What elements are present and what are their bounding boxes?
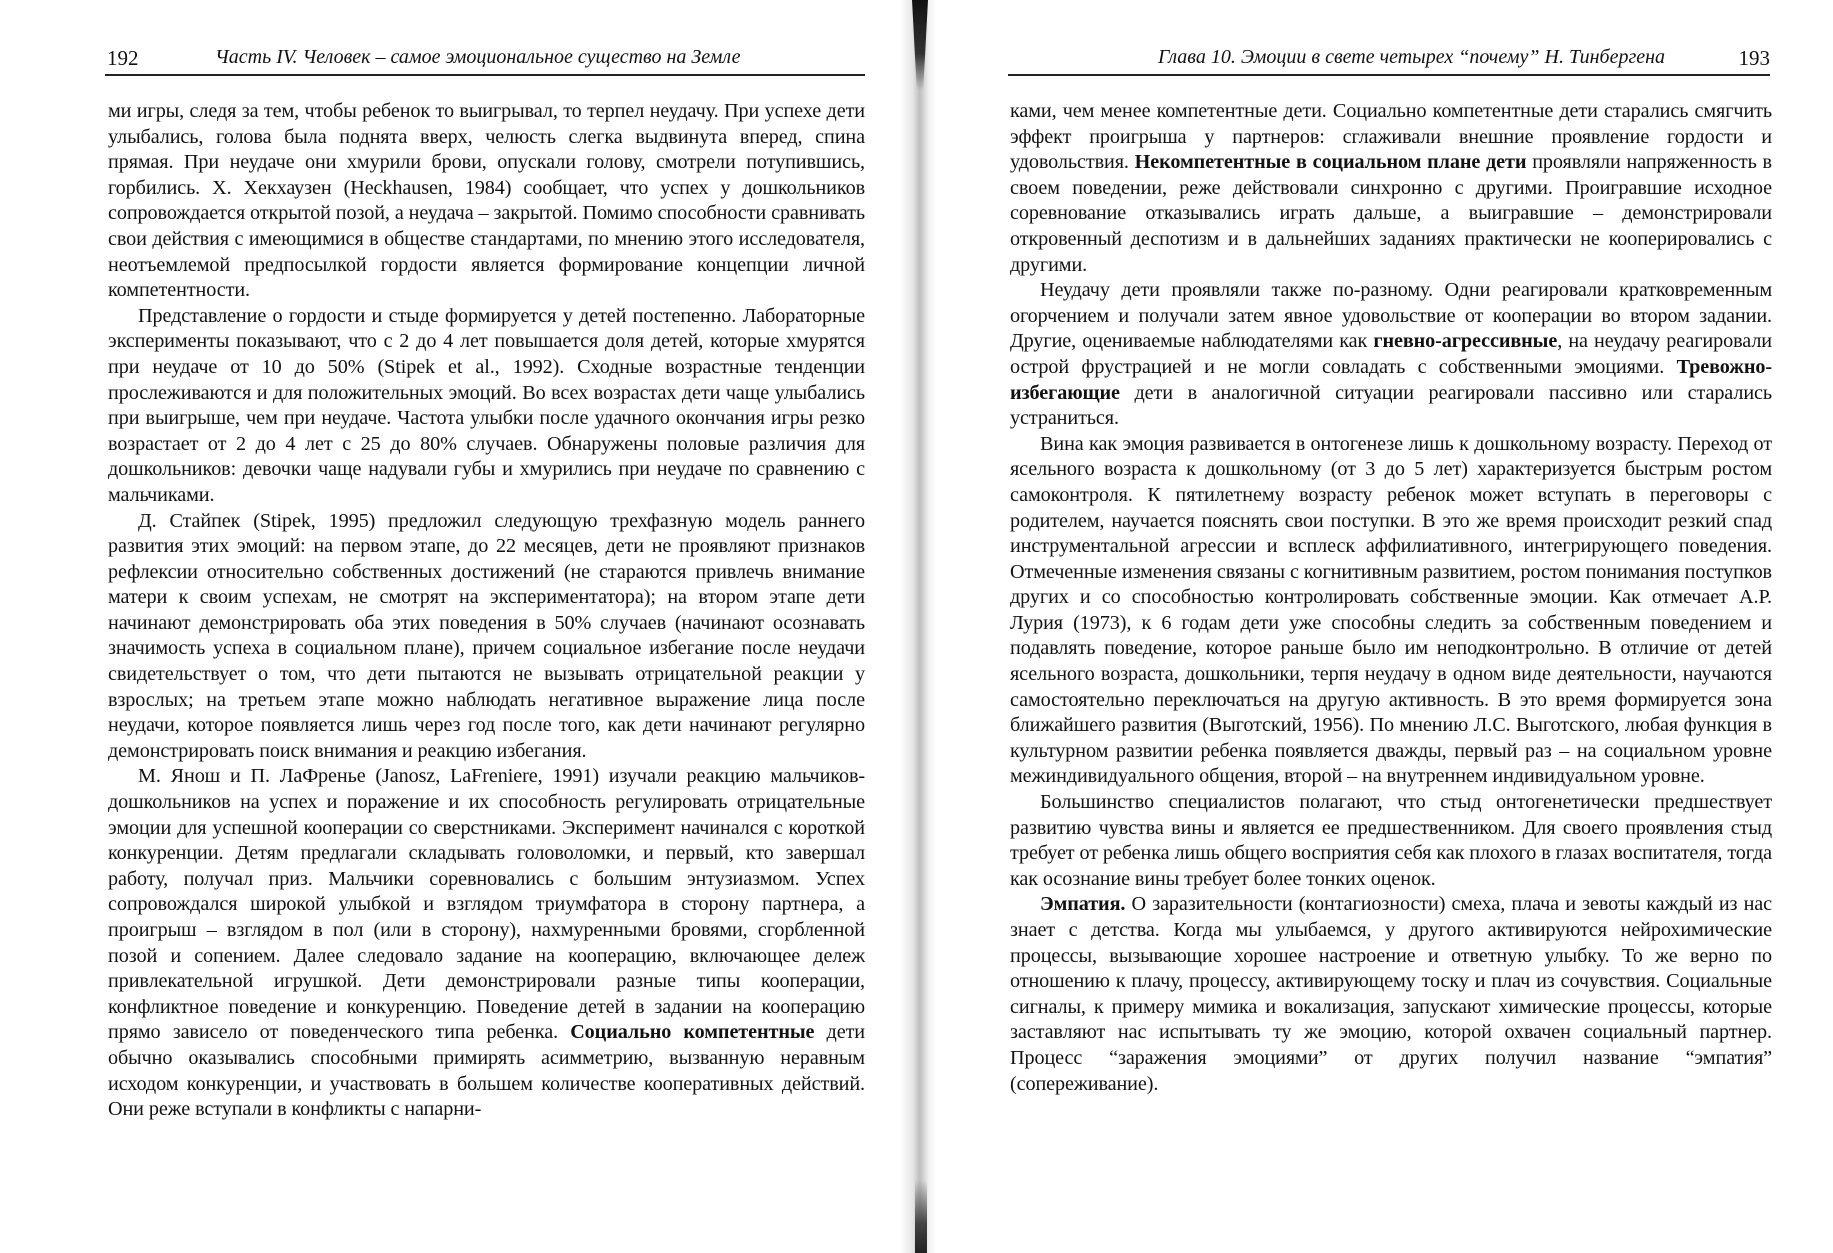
bold-term: Социально компетентные	[570, 1021, 815, 1044]
bold-term: гневно-агрессивные	[1373, 330, 1558, 353]
gutter-shadow-bottom	[915, 1180, 927, 1253]
paragraph	[1010, 99, 1772, 278]
paragraph-text: дети в аналогичной ситуации реагировали пассивно или старались устраниться.	[1010, 381, 1772, 430]
body-text-right	[1010, 99, 1772, 1097]
running-head-left	[105, 40, 865, 76]
running-head-right	[1008, 40, 1770, 76]
paragraph: Представление о гордости и стыде формируется у детей постепенно. Лабораторные эксперименты показывают, что с 2 до 4 лет повышается доля детей, которые хмурятся при неудаче от 10 до 50% (Stipek et al., 1992). Сходные возрастные тенденции прослеживаются и для положительных эмоций. Во всех возрастах дети чаще улыбались при выигрыше, чем при неудаче. Частота улыбки после удачного окончания игры резко возрастает от 2 до 4 лет с 25 до 80% случаев. Обнаружены половые различия для дошкольников: девочки чаще надували губы и хмурились при неудаче по сравнению с мальчиками.	[108, 304, 865, 506]
paragraph: ми игры, следя за тем, чтобы ребенок то выигрывал, то терпел неудачу. При успехе дети улыбались, голова была поднята вверх, челюсть слегка выдвинута вперед, спина прямая. При неудаче они хмурили брови, опускали голову, смотрели потупившись, горбились. Х. Хекхаузен (Heckhausen, 1984) сообщает, что успех у дошкольников сопровождается открытой позой, а неудача – закрытой. Помимо способности сравнивать свои действия с имеющимися в обществе стандартами, по мнению этого исследователя, неотъемлемой предпосылкой гордости является формирование концепции личной компетентности.	[108, 100, 865, 302]
paragraph-text: О заразительности (контагиозности) смеха, плача и зевоты каждый из нас знает с детства. Когда мы улыбаемся, у другого активируются нейрохимические процессы, вызывающие хорошее настроение и ответную улыбку. То же верно по отношению к плачу, процессу, активирующему тоску и плач из сочувствия. Социальные сигналы, к примеру мимика и вокализация, запускают химические процессы, которые заставляют нас испытывать ту же эмоцию, которой охвачен социальный партнер. Процесс “заражения эмоциями” от других получил название “эмпатия” (сопереживание).	[1010, 893, 1772, 1095]
running-head-title-right: Глава 10. Эмоции в свете четырех “почему” Н. Тинбергена	[1158, 46, 1666, 68]
body-text-left	[108, 99, 865, 1123]
running-head-title-left: Часть IV. Человек – самое эмоциональное существо на Земле	[215, 46, 741, 68]
paragraph: Вина как эмоция развивается в онтогенезе лишь к дошкольному возрасту. Переход от ясельного возраста к дошкольному (от 3 до 5 лет) характеризуется быстрым ростом самоконтроля. К пятилетнему возрасту ребенок может вступать в переговоры с родителем, научается пояснять свои поступки. В это же время происходит резкий спад инструментальной агрессии и всплеск аффилиативного, интегрирующего поведения. Отмеченные изменения связаны с когнитивным развитием, ростом понимания поступков других и со способностью контролировать собственные эмоции. Как отмечает А.Р. Лурия (1973), к 6 годам дети уже способны следить за собственным поведением и подавлять поведение, которое раньше было им неподконтрольно. В отличие от детей ясельного возраста, дошкольники, терпя неудачу в одном виде деятельности, научаются самостоятельно переключаться на другую активность. В это время формируется зона ближайшего развития (Выготский, 1956). По мнению Л.С. Выготского, любая функция в культурном развитии ребенка появляется дважды, первый раз – на социальном уровне межиндивидуального общения, второй – на внутреннем индивидуальном уровне.	[1010, 432, 1772, 788]
bold-term: Некомпетентные в социальном плане дети	[1134, 151, 1527, 174]
section-heading-inline: Эмпатия.	[1040, 893, 1126, 916]
paragraph	[1010, 278, 1772, 432]
page-number-left: 192	[107, 46, 139, 70]
paragraph: Большинство специалистов полагают, что стыд онтогенетически предшествует развитию чувства вины и является ее предшественником. Для своего проявления стыд требует от ребенка лишь общего восприятия себя как плохого в глазах воспитателя, тогда как осознание вины требует более тонких оценок.	[1010, 791, 1772, 890]
paragraph	[108, 764, 865, 1122]
bold-term: Тревожно-избегающие	[1010, 355, 1772, 404]
left-page	[0, 0, 905, 1253]
paragraph-text: М. Янош и П. ЛаФренье (Janosz, LaFreniere, 1991) изучали реакцию мальчиков-дошкольников на успех и поражение и их способность регулировать отрицательные эмоции для успешной кооперации со сверстниками. Эксперимент начинался с короткой конкуренции. Детям предлагали складывать головоломки, и первый, кто завершал работу, получал приз. Мальчики соревновались с большим энтузиазмом. Успех сопровождался широкой улыбкой и взглядом триумфатора в сторону партнера, а проигрыш – взглядом в пол (или в сторону), нахмуренными бровями, сгорбленной позой и сопением. Далее следовало задание на кооперацию, включающее дележ привлекательной игрушкой. Дети демонстрировали разные типы кооперации, конфликтное поведение и конкуренцию. Поведение детей в задании на кооперацию прямо зависело от поведенческого типа ребенка.	[108, 765, 865, 1044]
paragraph: Д. Стайпек (Stipek, 1995) предложил следующую трехфазную модель раннего развития этих эмоций: на первом этапе, до 22 месяцев, дети не проявляют признаков рефлексии относительно собственных достижений (не стараются привлечь внимание матери к своим успехам, не смотрят на экспериментатора); на втором этапе дети начинают демонстрировать оба этих поведения в 50% случаев (начинают осознавать значимость успеха в социальном плане), причем социальное избегание после неудачи свидетельствует о том, что дети пытаются не вызывать отрицательной реакции у взрослых; на третьем этапе можно наблюдать негативное выражение лица после неудачи, которое появляется лишь через год после того, как дети начинают регулярно демонстрировать поиск внимания и реакцию избегания.	[108, 509, 865, 762]
paragraph-text: , на неудачу реагировали острой фрустрацией и не могли совладать с собственными эмоциями.	[1010, 330, 1772, 378]
paragraph-text: ками, чем менее компетентные дети. Социально компетентные дети старались смягчить эффект проигрыша у партнеров: сглаживали внешние проявление гордости и удовольствия.	[1010, 100, 1772, 174]
paragraph-text: дети обычно оказывались способными примирять асимметрию, вызванную неравным исходом конкуренции, и участвовать в большем количестве кооперативных действий. Они реже вступали в конфликты с напарни-	[108, 1021, 865, 1121]
paragraph	[1010, 892, 1772, 1097]
right-page	[930, 0, 1833, 1253]
paragraph-text: проявляли напряженность в своем поведении, реже действовали синхронно с другими. Проигравшие исходное соревнование отказывались играть дальше, а выигравшие – демонстрировали откровенный деспотизм и в дальнейших заданиях практически не кооперировались с другими.	[1010, 151, 1772, 276]
page-number-right: 193	[1738, 46, 1770, 70]
paragraph-text: Неудачу дети проявляли также по-разному. Одни реагировали кратковременным огорчением и получали затем явное удовольствие от кооперации во втором задании. Другие, оцениваемые наблюдателями как	[1010, 279, 1772, 353]
